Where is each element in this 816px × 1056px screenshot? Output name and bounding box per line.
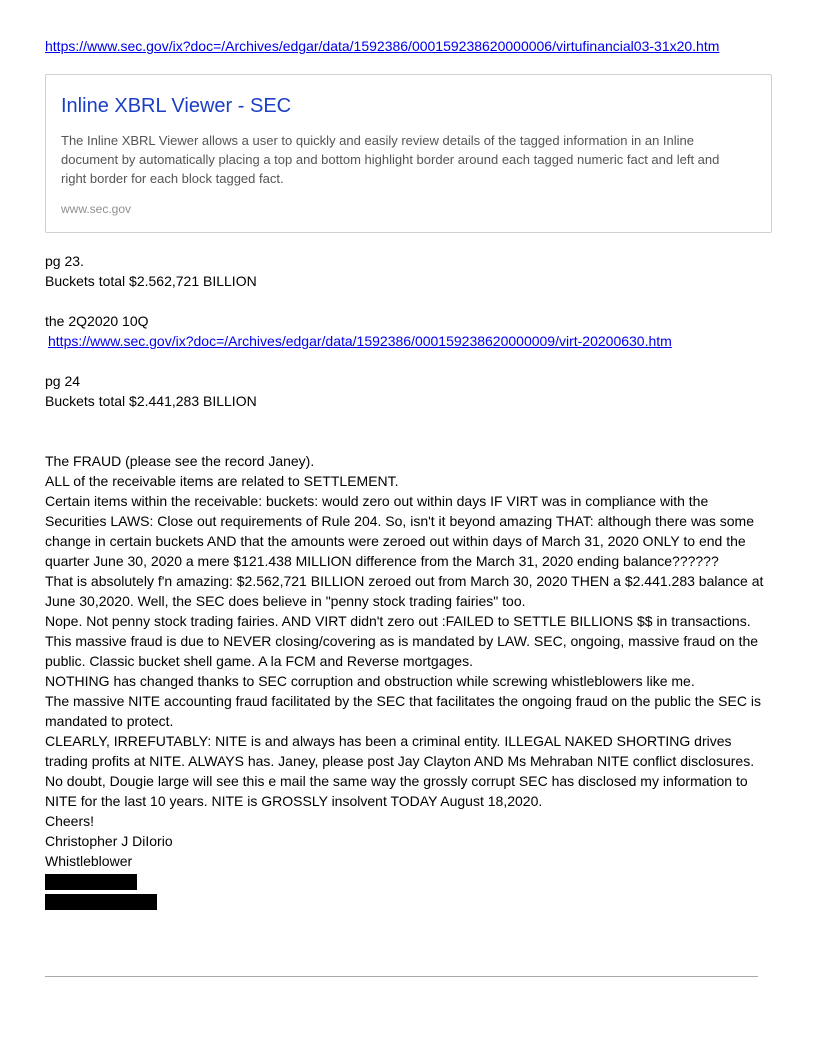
redaction-bar [45, 894, 157, 910]
signature-title: Whistleblower [45, 853, 133, 869]
body-paragraph: That is absolutely f'n amazing: $2.562,721 BILLION zeroed out from March 30, 2020 THEN a $2.441.283 balance at June 30,2020. Well, the SEC does believe in "penny stock trading fairies" too. [45, 573, 764, 609]
email-body [45, 36, 773, 910]
body-paragraph: CLEARLY, IRREFUTABLY: NITE is and always has been a criminal entity. ILLEGAL NAKED SHORTING drives trading profits at NITE. ALWAYS has. Janey, please post Jay Clayton AND Ms Mehraban NITE conflict disclosures. No doubt, Dougie large will see this e mail the same way the grossly corrupt SEC has disclosed my information to NITE for the last 10 years. NITE is GROSSLY insolvent TODAY August 18,2020. [45, 733, 755, 809]
body-paragraph: Certain items within the receivable: buckets: would zero out within days IF VIRT was in compliance with the Securities LAWS: Close out requirements of Rule 204. So, isn't it beyond amazing THAT: although there was some change in certain buckets AND that the amounts were zeroed out within days of March 31, 2020 ONLY to end the quarter June 30, 2020 a mere $121.438 MILLION difference from the March 31, 2020 ending balance?????? [45, 493, 754, 569]
buckets-total-1: Buckets total $2.562,721 BILLION [45, 273, 257, 289]
quarter-label: the 2Q2020 10Q [45, 313, 149, 329]
10q-link-june[interactable]: https://www.sec.gov/ix?doc=/Archives/edgar/data/1592386/000159238620000009/virt-20200630.htm [48, 333, 672, 349]
page-ref-2: pg 24 [45, 373, 81, 389]
body-paragraph: The FRAUD (please see the record Janey). [45, 453, 315, 469]
body-paragraph: The massive NITE accounting fraud facilitated by the SEC that facilitates the ongoing fraud on the public the SEC is mandated to protect. [45, 693, 761, 729]
signoff: Cheers! [45, 813, 95, 829]
body-paragraph: Nope. Not penny stock trading fairies. AND VIRT didn't zero out :FAILED to SETTLE BILLIONS $$ in transactions. This massive fraud is due to NEVER closing/covering as is mandated by LAW. SEC, ongoing, massive fraud on the public. Classic bucket shell game. A la FCM and Reverse mortgages. [45, 613, 759, 669]
redaction-bar [45, 874, 137, 890]
card-title[interactable]: Inline XBRL Viewer - SEC [61, 95, 292, 117]
buckets-total-2: Buckets total $2.441,283 BILLION [45, 393, 257, 409]
body-paragraph: ALL of the receivable items are related to SETTLEMENT. [45, 473, 399, 489]
body-paragraph: NOTHING has changed thanks to SEC corruption and obstruction while screwing whistleblowers like me. [45, 673, 695, 689]
card-domain: www.sec.gov [61, 202, 132, 216]
signature-name: Christopher J DiIorio [45, 833, 173, 849]
card-description: The Inline XBRL Viewer allows a user to quickly and easily review details of the tagged information in an Inline document by automatically placing a top and bottom highlight border around each tagged numeric fact and left and right border for each block tagged fact. [61, 133, 720, 186]
10q-link-march[interactable]: https://www.sec.gov/ix?doc=/Archives/edgar/data/1592386/000159238620000006/virtufinancial03-31x20.htm [45, 38, 720, 54]
divider [45, 976, 758, 977]
page-ref-1: pg 23. [45, 253, 84, 269]
link-preview-card[interactable] [45, 74, 772, 233]
